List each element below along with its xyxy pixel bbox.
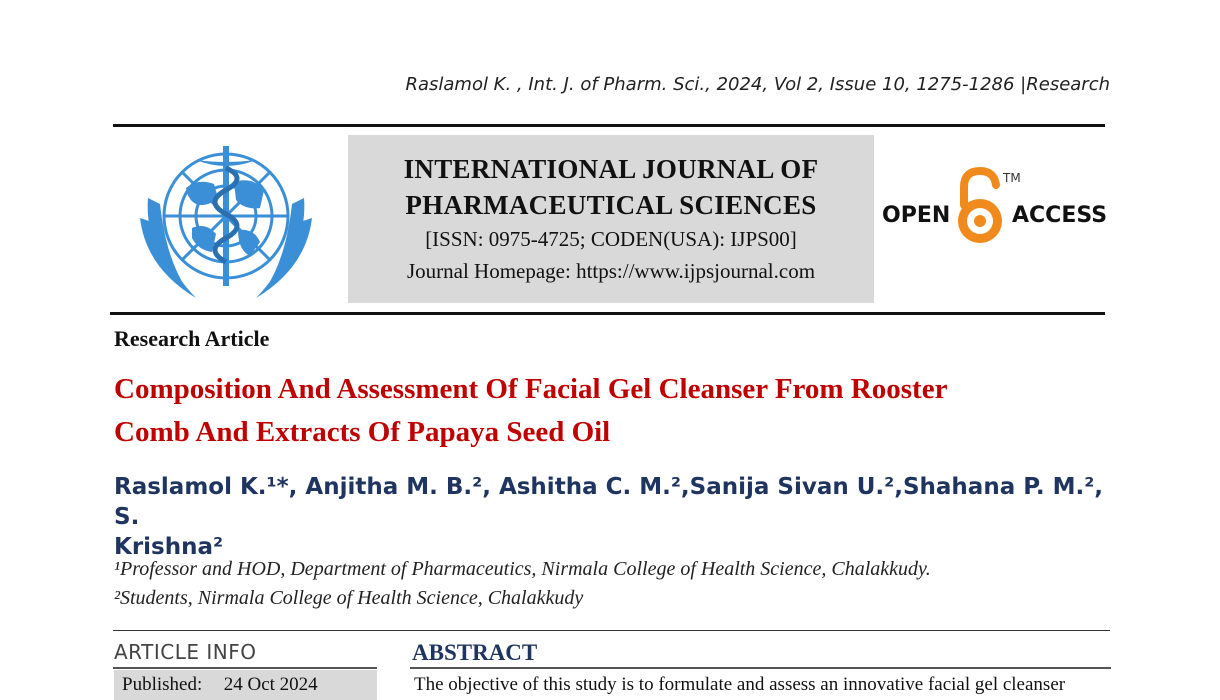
header-bottom-rule (110, 312, 1105, 315)
journal-issn: [ISSN: 0975-4725; CODEN(USA): IJPS00] (425, 227, 797, 251)
abstract-text: The objective of this study is to formulate and assess an innovative facial gel cleanser (414, 674, 1066, 695)
journal-homepage[interactable]: Journal Homepage: https://www.ijpsjournal.com (406, 259, 816, 283)
section-rule (113, 630, 1110, 631)
paper-title-line2: Comb And Extracts Of Papaya Seed Oil (114, 416, 611, 448)
affiliation-2: ²Students, Nirmala College of Health Science, Chalakkudy (114, 587, 584, 609)
paper-title (114, 368, 1094, 454)
open-access-lock-icon (954, 165, 1006, 251)
article-type: Research Article (114, 326, 270, 351)
published-label: Published: (122, 674, 203, 695)
author-list-line2: Krishna² (114, 534, 224, 560)
top-rule (113, 124, 1105, 127)
journal-title-line1: INTERNATIONAL JOURNAL OF (403, 154, 819, 184)
article-info-heading: ARTICLE INFO (114, 640, 257, 664)
author-list (114, 472, 1104, 562)
journal-title-line2: PHARMACEUTICAL SCIENCES (405, 190, 817, 220)
running-header: Raslamol K. , Int. J. of Pharm. Sci., 2024, Vol 2, Issue 10, 1275-1286 |Research (405, 74, 1110, 95)
article-info-underline (113, 667, 377, 669)
open-access-tm: TM (1003, 171, 1021, 185)
author-list-line1: Raslamol K.¹*, Anjitha M. B.², Ashitha C. M.²,Sanija Sivan U.²,Shahana P. M.², S. (114, 474, 1104, 530)
published-box (114, 670, 377, 700)
abstract-heading: ABSTRACT (412, 640, 538, 665)
journal-header-box (348, 135, 874, 303)
open-access-left-word: OPEN (882, 203, 951, 228)
caduceus-globe-emblem-icon (126, 138, 326, 308)
open-access-logo (880, 165, 1110, 255)
affiliation-1: ¹Professor and HOD, Department of Pharmaceutics, Nirmala College of Health Science, Chalakkudy. (114, 558, 931, 580)
published-date: 24 Oct 2024 (223, 674, 318, 695)
open-access-right-word: ACCESS (1012, 203, 1108, 228)
abstract-underline (410, 667, 1111, 669)
paper-title-line1: Composition And Assessment Of Facial Gel Cleanser From Rooster (114, 373, 948, 405)
